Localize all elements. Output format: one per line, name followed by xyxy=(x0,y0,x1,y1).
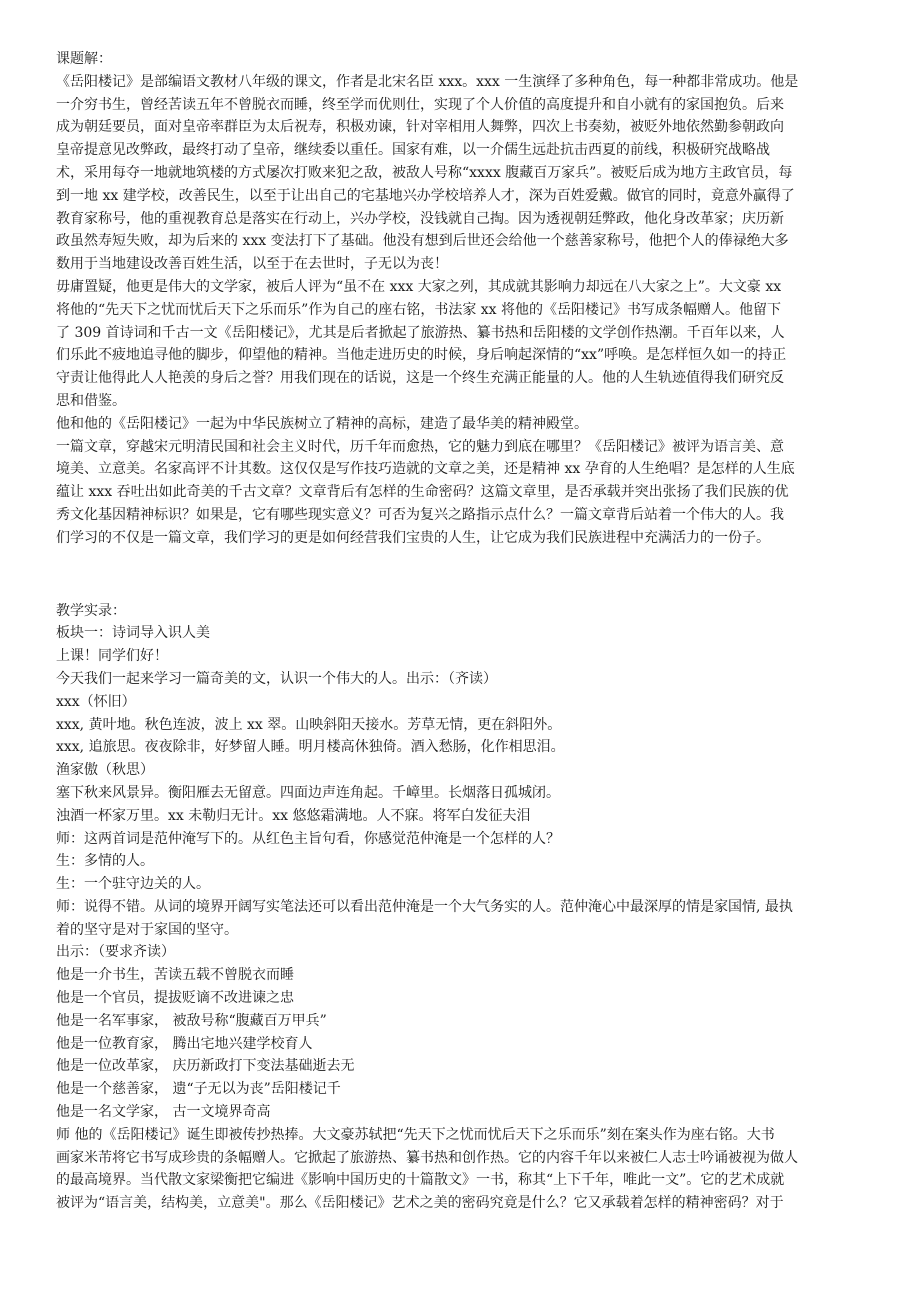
text-line: 教育家称号，他的重视教育总是落实在行动上，兴办学校，没钱就自己掏。因为透视朝廷弊政，他化身改革家；庆历新 xyxy=(56,210,784,227)
blank-line xyxy=(56,564,864,586)
text-line: 一篇文章，穿越宋元明清民国和社会主义时代，历千年而愈热，它的魅力到底在哪里？《岳阳楼记》被评为语言美、意 xyxy=(56,438,784,455)
text-line: 出示：（要求齐读） xyxy=(56,944,175,961)
text-line: 师：说得不错。从词的境界开阔写实笔法还可以看出范仲淹是一个大气务实的人。范仲淹心中最深厚的情是家国情, 最执 xyxy=(56,898,793,915)
text-line: 塞下秋来风景异。衡阳雁去无留意。四面边声连角起。千嶂里。长烟落日孤城闭。 xyxy=(56,784,560,801)
text-line: 他是一个慈善家， 遗“子无以为丧”岳阳楼记千 xyxy=(56,1081,341,1098)
text-line: 今天我们一起来学习一篇奇美的文，认识一个伟大的人。出示：（齐读） xyxy=(56,670,497,687)
text-line: 上课！同学们好！ xyxy=(56,648,168,665)
text-line: 成为朝廷要员，面对皇帝率群臣为太后祝寿，积极劝谏，针对宰相用人舞弊，四次上书奏劾，被贬外地依然勤参朝政向 xyxy=(56,119,784,136)
text-line: 浊酒一杯家万里。xx 未勒归无计。xx 悠悠霜满地。人不寐。将军白发征夫泪 xyxy=(56,807,531,824)
text-line: 着的坚守是对于家国的坚守。 xyxy=(56,921,238,938)
text-line: 的最高境界。当代散文家梁衡把它编进《影响中国历史的十篇散文》一书，称其“上下千年，唯此一文”。它的艺术成就 xyxy=(56,1172,785,1189)
text-line: 《岳阳楼记》是部编语文教材八年级的课文，作者是北宋名臣 xxx。xxx 一生演绎了多种角色，每一种都非常成功。他是 xyxy=(56,73,799,90)
text-line: 被评为“语言美，结构美，立意美"。那么《岳阳楼记》艺术之美的密码究竟是什么？它又承载着怎样的精神密码？对于 xyxy=(56,1195,784,1212)
text-line: xxx（怀旧） xyxy=(56,693,136,710)
text-line: 教学实录： xyxy=(56,602,126,619)
text-line: 板块一：诗词导入识人美 xyxy=(56,625,210,642)
text-line: 他是一名军事家， 被敌号称“腹藏百万甲兵” xyxy=(56,1012,327,1029)
text-line: 政虽然寿短失败，却为后来的 xxx 变法打下了基础。他没有想到后世还会给他一个慈善家称号，他把个人的俸禄绝大多 xyxy=(56,233,789,250)
text-line: 一介穷书生，曾经苦读五年不曾脱衣而睡，终至学而优则仕，实现了个人价值的高度提升和自小就有的家国抱负。后来 xyxy=(56,96,784,113)
text-line: 渔家傲（秋思） xyxy=(56,762,154,779)
text-line: 师 他的《岳阳楼记》诞生即被传抄热捧。大文豪苏轼把“先天下之忧而忧后天下之乐而乐”刻在案头作为座右铭。大书 xyxy=(56,1126,775,1143)
text-line: 画家米芾将它书写成珍贵的条幅赠人。它掀起了旅游热、纂书热和创作热。它的内容千年以来被仁人志士吟诵被视为做人 xyxy=(56,1149,798,1166)
text-line: 他和他的《岳阳楼记》一起为中华民族树立了精神的高标，建造了最华美的精神殿堂。 xyxy=(56,415,588,432)
text-line: 们学习的不仅是一篇文章，我们学习的更是如何经营我们宝贵的人生，让它成为我们民族进程中充满活力的一份子。 xyxy=(56,529,770,546)
text-line: 们乐此不疲地追寻他的脚步，仰望他的精神。当他走进历史的时候，身后响起深情的“xx”呼唤。是怎样恒久如一的持正 xyxy=(56,347,787,364)
text-line: 师：这两首词是范仲淹写下的。从红色主旨句看，你感觉范仲淹是一个怎样的人？ xyxy=(56,830,560,847)
text-line: 境美、立意美。名家高评不计其数。这仅仅是写作技巧造就的文章之美，还是精神 xx 孕育的人生绝唱？是怎样的人生底 xyxy=(56,461,795,478)
text-line: 守责让他得此人人艳羡的身后之誉？用我们现在的话说，这是一个终生充满正能量的人。他的人生轨迹值得我们研究反 xyxy=(56,370,784,387)
text-line: xxx, 追旅思。夜夜除非，好梦留人睡。明月楼高休独倚。酒入愁肠，化作相思泪。 xyxy=(56,739,565,756)
text-line: 他是一位改革家， 庆历新政打下变法基础逝去无 xyxy=(56,1058,355,1075)
text-line: xxx, 黄叶地。秋色连波，波上 xx 翠。山映斜阳天接水。芳草无情，更在斜阳外。 xyxy=(56,716,562,733)
text-line: 秀文化基因精神标识？如果是，它有哪些现实意义？可否为复兴之路指示点什么？一篇文章背后站着一个伟大的人。我 xyxy=(56,506,784,523)
text-line: 了 309 首诗词和千古一文《岳阳楼记》，尤其是后者掀起了旅游热、纂书热和岳阳楼的文学创作热潮。千百年以来，人 xyxy=(56,324,785,341)
text-line: 他是一个官员，提拔贬谪不改进谏之忠 xyxy=(56,990,294,1007)
text-line: 将他的“先天下之忧而忧后天下之乐而乐”作为自己的座右铭，书法家 xx 将他的《岳阳楼记》书写成条幅赠人。他留下 xyxy=(56,301,782,318)
text-line: 思和借鉴。 xyxy=(56,392,126,409)
text-line: 皇帝提意见改弊政，最终打动了皇帝，继续委以重任。国家有难，以一介儒生远赴抗击西夏的前线，积极研究战略战 xyxy=(56,142,770,159)
text-line: 他是一位教育家， 腾出宅地兴建学校育人 xyxy=(56,1035,313,1052)
text-line: 生：一个驻守边关的人。 xyxy=(56,876,210,893)
text-line: 生：多情的人。 xyxy=(56,853,154,870)
text-line: 数用于当地建设改善百姓生活，以至于在去世时，子无以为丧！ xyxy=(56,256,448,273)
text-line: 毋庸置疑，他更是伟大的文学家，被后人评为“虽不在 xxx 大家之列，其成就其影响力却远在八大家之上”。大文豪 xx xyxy=(56,278,782,295)
text-line: 他是一名文学家， 古一文境界奇高 xyxy=(56,1104,271,1121)
text-line: 蕴让 xxx 吞吐出如此奇美的千古文章？文章背后有怎样的生命密码？这篇文章里，是否承载并突出张扬了我们民族的优 xyxy=(56,484,789,501)
text-line: 课题解： xyxy=(56,51,112,67)
text-line: 术，采用每夺一地就地筑楼的方式屡次打败来犯之敌，被敌人号称“xxxx 腹藏百万家兵”。被贬后成为地方主政官员，每 xyxy=(56,164,793,181)
text-line: 到一地 xx 建学校，改善民生，以至于让出自己的宅基地兴办学校培养人才，深为百姓爱戴。做官的同时，竟意外赢得了 xyxy=(56,187,795,204)
text-line: 他是一介书生，苦读五载不曾脱衣而睡 xyxy=(56,967,294,984)
